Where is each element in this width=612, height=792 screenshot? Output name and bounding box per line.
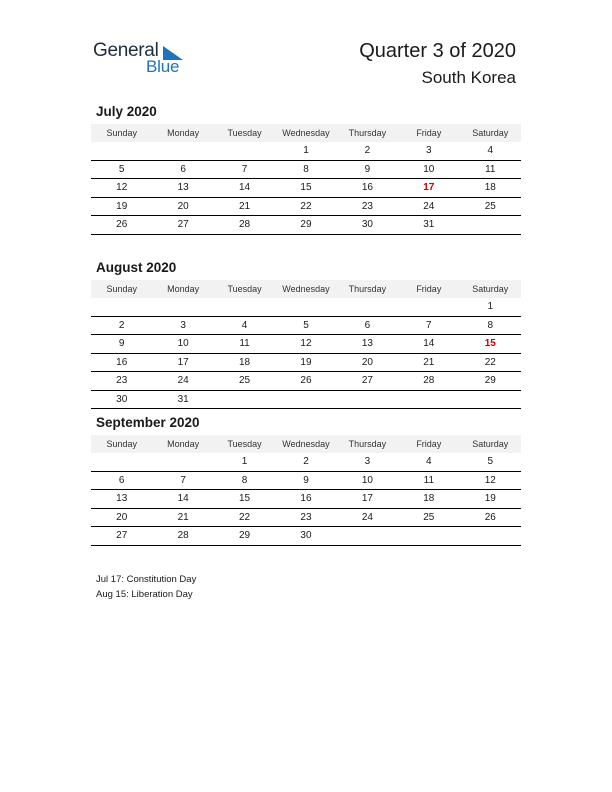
week-row [91, 197, 521, 216]
day-cell: 28 [214, 216, 275, 235]
day-cell: 30 [91, 390, 152, 409]
empty-day-cell [460, 390, 521, 409]
day-cell: 12 [460, 471, 521, 490]
day-cell: 13 [152, 179, 213, 198]
holiday-notes [96, 573, 196, 602]
day-cell: 31 [398, 216, 459, 235]
weekday-header: Thursday [337, 280, 398, 298]
empty-day-cell [214, 142, 275, 160]
logo-text-general: General [93, 40, 159, 61]
weekday-header: Thursday [337, 435, 398, 453]
day-cell: 27 [91, 527, 152, 546]
day-cell: 25 [214, 372, 275, 391]
holiday-day-cell: 15 [460, 335, 521, 354]
weekday-header: Sunday [91, 435, 152, 453]
day-cell: 27 [152, 216, 213, 235]
day-cell: 6 [91, 471, 152, 490]
holiday-day-cell: 17 [398, 179, 459, 198]
day-cell: 30 [275, 527, 336, 546]
weekday-header: Sunday [91, 124, 152, 142]
day-cell: 7 [152, 471, 213, 490]
day-cell: 11 [460, 160, 521, 179]
weekday-header: Saturday [460, 280, 521, 298]
day-cell: 1 [214, 453, 275, 471]
week-row [91, 508, 521, 527]
day-cell: 19 [275, 353, 336, 372]
weekday-header: Monday [152, 124, 213, 142]
page-title: Quarter 3 of 2020 [359, 40, 516, 62]
empty-day-cell [337, 298, 398, 316]
day-cell: 29 [460, 372, 521, 391]
weekday-header: Tuesday [214, 435, 275, 453]
week-row [91, 160, 521, 179]
week-row [91, 490, 521, 509]
day-cell: 14 [398, 335, 459, 354]
empty-day-cell [91, 142, 152, 160]
holiday-note: Aug 15: Liberation Day [96, 588, 193, 600]
weekday-header: Sunday [91, 280, 152, 298]
day-cell: 28 [398, 372, 459, 391]
weekday-header-row [91, 124, 521, 142]
empty-day-cell [398, 390, 459, 409]
month-title: September 2020 [96, 415, 200, 430]
day-cell: 10 [398, 160, 459, 179]
day-cell: 26 [460, 508, 521, 527]
day-cell: 9 [337, 160, 398, 179]
day-cell: 21 [214, 197, 275, 216]
weekday-header: Saturday [460, 435, 521, 453]
day-cell: 3 [337, 453, 398, 471]
weekday-header: Wednesday [275, 280, 336, 298]
day-cell: 20 [152, 197, 213, 216]
day-cell: 2 [91, 316, 152, 335]
day-cell: 16 [337, 179, 398, 198]
day-cell: 14 [214, 179, 275, 198]
day-cell: 5 [460, 453, 521, 471]
day-cell: 2 [275, 453, 336, 471]
week-row [91, 316, 521, 335]
day-cell: 3 [398, 142, 459, 160]
day-cell: 1 [275, 142, 336, 160]
holiday-note: Jul 17: Constitution Day [96, 574, 197, 585]
day-cell: 12 [275, 335, 336, 354]
month-block-september [91, 414, 521, 546]
day-cell: 4 [398, 453, 459, 471]
day-cell: 18 [214, 353, 275, 372]
empty-day-cell [152, 142, 213, 160]
weekday-header: Friday [398, 124, 459, 142]
day-cell: 15 [275, 179, 336, 198]
empty-day-cell [214, 390, 275, 409]
day-cell: 27 [337, 372, 398, 391]
day-cell: 23 [91, 372, 152, 391]
day-cell: 26 [91, 216, 152, 235]
calendar-table [91, 435, 521, 546]
day-cell: 1 [460, 298, 521, 316]
day-cell: 3 [152, 316, 213, 335]
day-cell: 30 [337, 216, 398, 235]
day-cell: 25 [398, 508, 459, 527]
week-row [91, 471, 521, 490]
empty-day-cell [152, 453, 213, 471]
week-row [91, 179, 521, 198]
day-cell: 17 [152, 353, 213, 372]
day-cell: 14 [152, 490, 213, 509]
week-row [91, 335, 521, 354]
day-cell: 20 [337, 353, 398, 372]
week-row [91, 372, 521, 391]
day-cell: 11 [398, 471, 459, 490]
empty-day-cell [275, 298, 336, 316]
empty-day-cell [152, 298, 213, 316]
weekday-header: Tuesday [214, 280, 275, 298]
day-cell: 9 [91, 335, 152, 354]
empty-day-cell [91, 298, 152, 316]
weekday-header: Monday [152, 280, 213, 298]
day-cell: 8 [275, 160, 336, 179]
week-row [91, 453, 521, 471]
day-cell: 6 [337, 316, 398, 335]
day-cell: 22 [460, 353, 521, 372]
day-cell: 22 [214, 508, 275, 527]
day-cell: 18 [398, 490, 459, 509]
day-cell: 29 [275, 216, 336, 235]
day-cell: 9 [275, 471, 336, 490]
day-cell: 4 [460, 142, 521, 160]
week-row [91, 142, 521, 160]
day-cell: 20 [91, 508, 152, 527]
week-row [91, 298, 521, 316]
month-title: August 2020 [96, 260, 177, 275]
day-cell: 26 [275, 372, 336, 391]
day-cell: 5 [275, 316, 336, 335]
weekday-header: Wednesday [275, 124, 336, 142]
day-cell: 6 [152, 160, 213, 179]
calendar-table [91, 124, 521, 235]
day-cell: 19 [460, 490, 521, 509]
weekday-header: Monday [152, 435, 213, 453]
weekday-header: Friday [398, 280, 459, 298]
day-cell: 12 [91, 179, 152, 198]
weekday-header-row [91, 435, 521, 453]
day-cell: 13 [337, 335, 398, 354]
day-cell: 8 [460, 316, 521, 335]
day-cell: 23 [275, 508, 336, 527]
weekday-header: Saturday [460, 124, 521, 142]
empty-day-cell [460, 216, 521, 235]
month-title: July 2020 [96, 104, 157, 119]
empty-day-cell [214, 298, 275, 316]
day-cell: 18 [460, 179, 521, 198]
day-cell: 7 [214, 160, 275, 179]
day-cell: 23 [337, 197, 398, 216]
weekday-header: Thursday [337, 124, 398, 142]
week-row [91, 216, 521, 235]
week-row [91, 390, 521, 409]
week-row [91, 353, 521, 372]
day-cell: 21 [398, 353, 459, 372]
weekday-header: Friday [398, 435, 459, 453]
day-cell: 24 [337, 508, 398, 527]
day-cell: 24 [152, 372, 213, 391]
day-cell: 16 [91, 353, 152, 372]
day-cell: 17 [337, 490, 398, 509]
day-cell: 25 [460, 197, 521, 216]
day-cell: 4 [214, 316, 275, 335]
empty-day-cell [398, 527, 459, 546]
logo-text-blue: Blue [146, 57, 180, 76]
month-block-august [91, 259, 521, 409]
day-cell: 11 [214, 335, 275, 354]
day-cell: 21 [152, 508, 213, 527]
day-cell: 28 [152, 527, 213, 546]
day-cell: 19 [91, 197, 152, 216]
empty-day-cell [91, 453, 152, 471]
day-cell: 2 [337, 142, 398, 160]
day-cell: 24 [398, 197, 459, 216]
empty-day-cell [337, 527, 398, 546]
day-cell: 7 [398, 316, 459, 335]
empty-day-cell [337, 390, 398, 409]
day-cell: 16 [275, 490, 336, 509]
month-block-july [91, 103, 521, 235]
day-cell: 22 [275, 197, 336, 216]
day-cell: 15 [214, 490, 275, 509]
day-cell: 8 [214, 471, 275, 490]
calendar-table [91, 280, 521, 409]
day-cell: 10 [337, 471, 398, 490]
weekday-header-row [91, 280, 521, 298]
day-cell: 31 [152, 390, 213, 409]
empty-day-cell [398, 298, 459, 316]
day-cell: 5 [91, 160, 152, 179]
empty-day-cell [460, 527, 521, 546]
day-cell: 29 [214, 527, 275, 546]
empty-day-cell [275, 390, 336, 409]
weekday-header: Tuesday [214, 124, 275, 142]
brand-logo [93, 40, 193, 80]
day-cell: 13 [91, 490, 152, 509]
week-row [91, 527, 521, 546]
weekday-header: Wednesday [275, 435, 336, 453]
day-cell: 10 [152, 335, 213, 354]
country-subtitle: South Korea [421, 68, 516, 87]
